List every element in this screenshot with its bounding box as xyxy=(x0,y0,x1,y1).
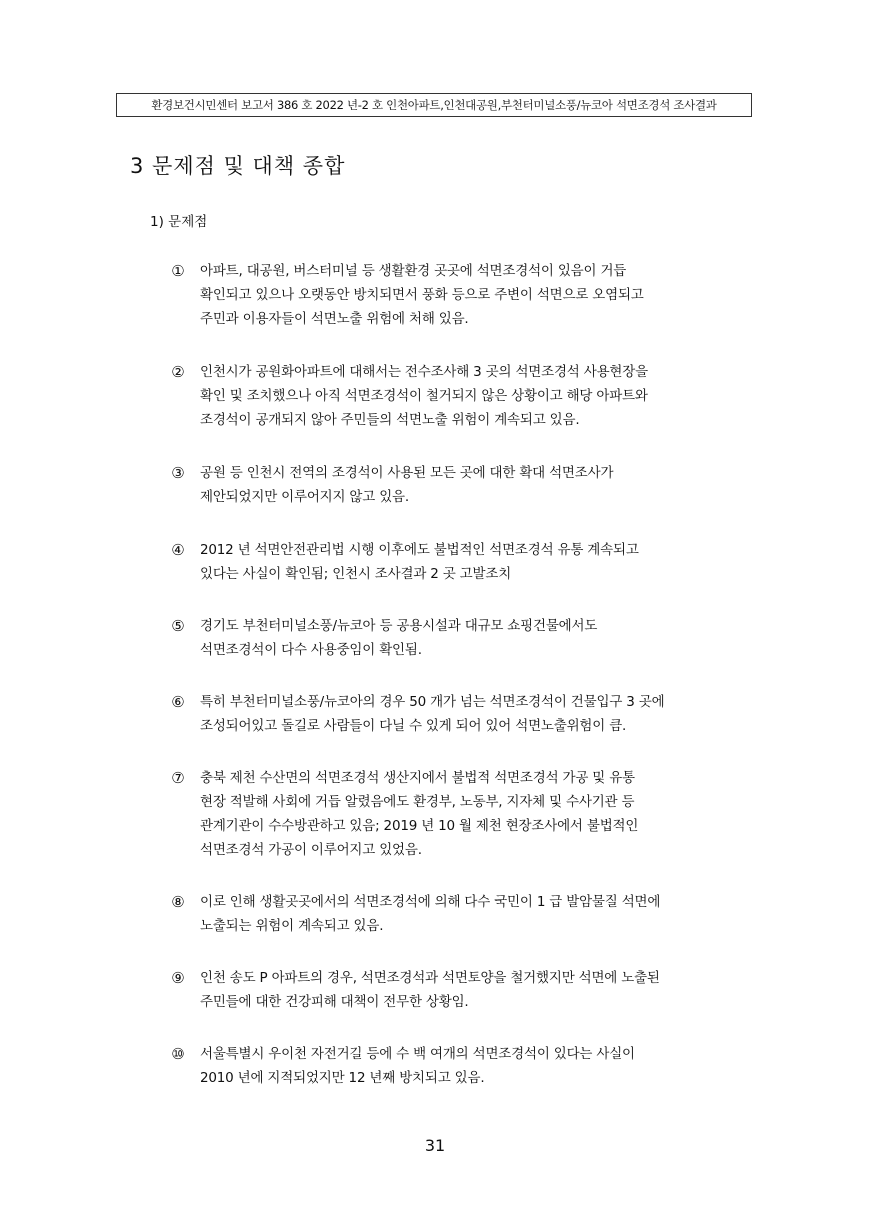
list-item xyxy=(168,1042,768,1090)
item-line: 2010 년에 지적되었지만 12 년째 방치되고 있음. xyxy=(200,1070,485,1086)
item-line: 서울특별시 우이천 자전거길 등에 수 백 여개의 석면조경석이 있다는 사실이 xyxy=(200,1046,635,1062)
item-line: 충북 제천 수산면의 석면조경석 생산지에서 불법적 석면조경석 가공 및 유통 xyxy=(200,770,635,786)
item-number: ⑥ xyxy=(171,693,185,711)
item-line: 인천시가 공원화아파트에 대해서는 전수조사해 3 곳의 석면조경석 사용현장을 xyxy=(200,364,648,380)
item-line: 확인 및 조치했으나 아직 석면조경석이 철거되지 않은 상황이고 해당 아파트와 xyxy=(200,388,648,404)
item-line: 아파트, 대공원, 버스터미널 등 생활환경 곳곳에 석면조경석이 있음이 거듭 xyxy=(200,263,627,279)
item-number: ② xyxy=(171,363,185,381)
item-line: 인천 송도 P 아파트의 경우, 석면조경석과 석면토양을 철거했지만 석면에 노출된 xyxy=(200,970,660,986)
list-item xyxy=(168,461,768,509)
item-line: 주민들에 대한 건강피해 대책이 전무한 상황임. xyxy=(200,994,469,1010)
list-item xyxy=(168,966,768,1014)
item-number: ⑤ xyxy=(171,617,185,635)
report-header: 환경보건시민센터 보고서 386 호 2022 년-2 호 인천아파트,인천대공원,부천터미널소풍/뉴코아 석면조경석 조사결과 xyxy=(116,93,752,117)
section-title: 3 문제점 및 대책 종합 xyxy=(130,154,346,178)
list-item xyxy=(168,614,768,662)
item-number: ⑩ xyxy=(171,1045,185,1063)
item-line: 경기도 부천터미널소풍/뉴코아 등 공용시설과 대규모 쇼핑건물에서도 xyxy=(200,618,598,634)
subsection-title: 1) 문제점 xyxy=(150,214,208,230)
item-line: 석면조경석이 다수 사용중임이 확인됨. xyxy=(200,642,422,658)
item-line: 공원 등 인천시 전역의 조경석이 사용된 모든 곳에 대한 확대 석면조사가 xyxy=(200,465,614,481)
item-line: 제안되었지만 이루어지지 않고 있음. xyxy=(200,489,409,505)
item-line: 주민과 이용자들이 석면노출 위험에 처해 있음. xyxy=(200,311,469,327)
item-line: 확인되고 있으나 오랫동안 방치되면서 풍화 등으로 주변이 석면으로 오염되고 xyxy=(200,287,644,303)
item-number: ⑧ xyxy=(171,893,185,911)
item-line: 석면조경석 가공이 이루어지고 있었음. xyxy=(200,842,422,858)
item-number: ⑦ xyxy=(171,769,185,787)
item-line: 관계기관이 수수방관하고 있음; 2019 년 10 월 제천 현장조사에서 불법적인 xyxy=(200,818,639,834)
item-line: 2012 년 석면안전관리법 시행 이후에도 불법적인 석면조경석 유통 계속되고 xyxy=(200,542,639,558)
list-item xyxy=(168,890,768,938)
list-item xyxy=(168,766,768,862)
item-number: ⑨ xyxy=(171,969,185,987)
item-line: 특히 부천터미널소풍/뉴코아의 경우 50 개가 넘는 석면조경석이 건물입구 3 곳에 xyxy=(200,694,665,710)
item-line: 조경석이 공개되지 않아 주민들의 석면노출 위험이 계속되고 있음. xyxy=(200,412,580,428)
item-number: ③ xyxy=(171,464,185,482)
item-line: 현장 적발해 사회에 거듭 알렸음에도 환경부, 노동부, 지자체 및 수사기관 등 xyxy=(200,794,635,810)
item-line: 조성되어있고 돌길로 사람들이 다닐 수 있게 되어 있어 석면노출위험이 큼. xyxy=(200,718,627,734)
item-line: 이로 인해 생활곳곳에서의 석면조경석에 의해 다수 국민이 1 급 발암물질 석면에 xyxy=(200,894,661,910)
list-item xyxy=(168,690,768,738)
list-item xyxy=(168,259,768,331)
item-number: ① xyxy=(171,262,185,280)
list-item xyxy=(168,360,768,432)
item-line: 있다는 사실이 확인됨; 인천시 조사결과 2 곳 고발조치 xyxy=(200,566,512,582)
item-number: ④ xyxy=(171,541,185,559)
list-item xyxy=(168,538,768,586)
page-number: 31 xyxy=(424,1136,446,1155)
item-line: 노출되는 위험이 계속되고 있음. xyxy=(200,918,384,934)
